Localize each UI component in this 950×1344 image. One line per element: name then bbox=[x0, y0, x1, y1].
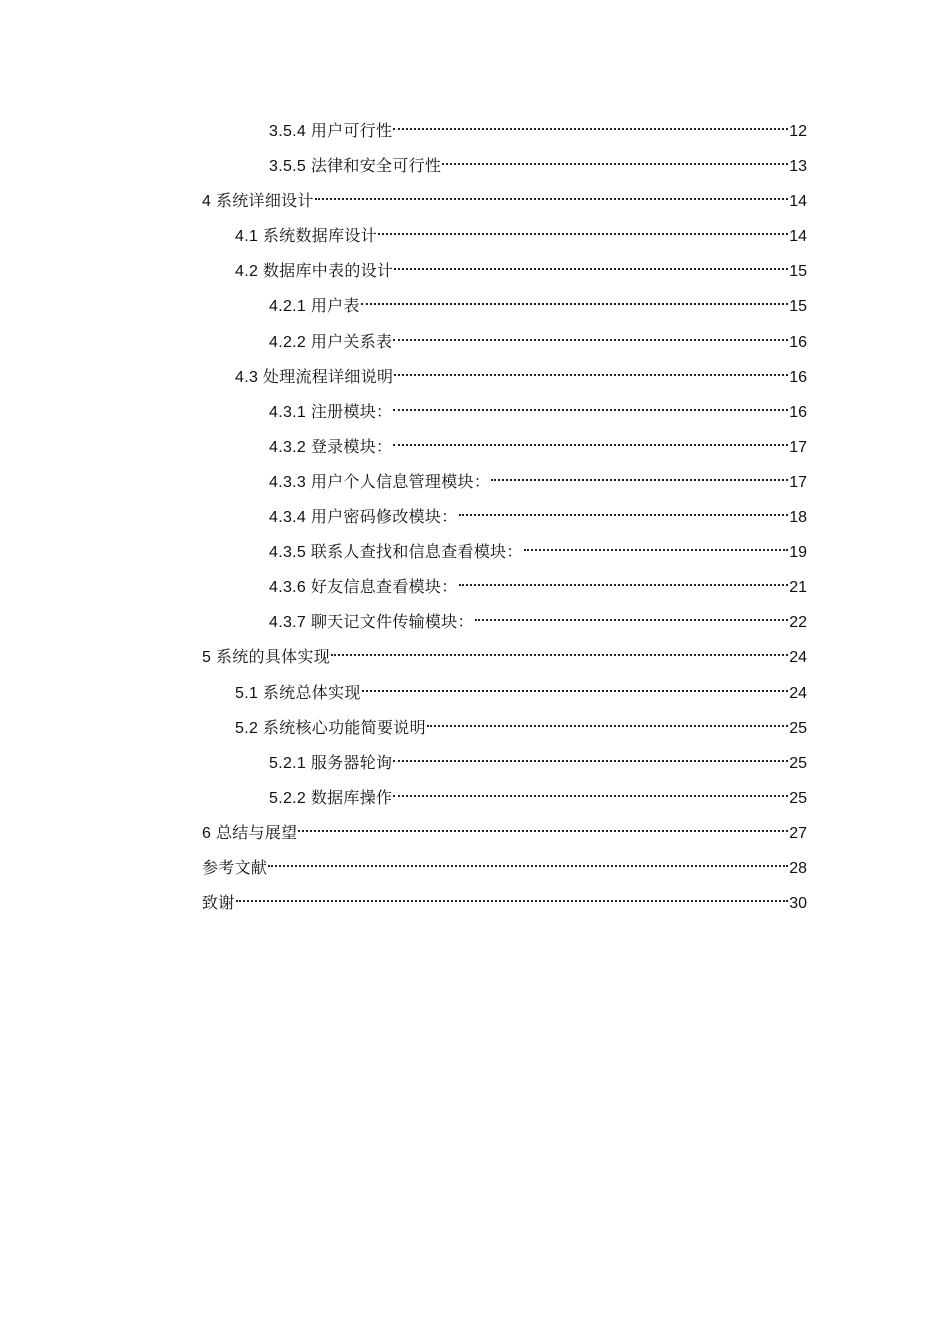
toc-dot-leader bbox=[331, 654, 788, 656]
toc-dot-leader bbox=[393, 409, 788, 411]
toc-entry-page-number: 18 bbox=[789, 509, 807, 527]
toc-entry-label: 5 系统的具体实现 bbox=[202, 649, 331, 667]
toc-entry-page-number: 17 bbox=[789, 438, 807, 456]
toc-entry-label: 参考文献 bbox=[202, 859, 268, 877]
toc-dot-leader bbox=[394, 268, 788, 270]
toc-dot-leader bbox=[393, 760, 788, 762]
toc-entry-label: 致谢 bbox=[202, 895, 235, 913]
toc-entry-page-number: 27 bbox=[789, 824, 807, 842]
table-of-contents bbox=[202, 114, 807, 921]
toc-entry[interactable] bbox=[202, 360, 807, 395]
toc-entry-page-number: 21 bbox=[789, 579, 807, 597]
toc-entry-page-number: 25 bbox=[789, 789, 807, 807]
toc-entry[interactable] bbox=[202, 219, 807, 254]
toc-entry[interactable] bbox=[202, 430, 807, 465]
toc-entry-page-number: 15 bbox=[789, 298, 807, 316]
toc-entry-label: 6 总结与展望 bbox=[202, 824, 298, 842]
toc-entry[interactable] bbox=[202, 114, 807, 149]
toc-entry[interactable] bbox=[202, 465, 807, 500]
toc-entry-label: 4.3.7 聊天记文件传输模块： bbox=[269, 614, 474, 632]
toc-entry-label: 4.3.6 好友信息查看模块： bbox=[269, 579, 458, 597]
toc-entry-label: 3.5.4 用户可行性 bbox=[269, 123, 393, 140]
toc-entry-page-number: 19 bbox=[789, 544, 807, 562]
toc-dot-leader bbox=[315, 198, 788, 200]
toc-entry-label: 4.1 系统数据库设计 bbox=[235, 228, 377, 246]
toc-dot-leader bbox=[378, 233, 788, 235]
toc-dot-leader bbox=[393, 339, 788, 341]
toc-entry[interactable] bbox=[202, 711, 807, 746]
toc-entry[interactable] bbox=[202, 851, 807, 886]
toc-entry[interactable] bbox=[202, 676, 807, 711]
toc-entry-label: 4.2 数据库中表的设计 bbox=[235, 263, 394, 281]
toc-entry-label: 4.3 处理流程详细说明 bbox=[235, 368, 394, 386]
toc-dot-leader bbox=[393, 795, 788, 797]
toc-entry-label: 5.2 系统核心功能简要说明 bbox=[235, 719, 426, 737]
toc-dot-leader bbox=[427, 725, 788, 727]
toc-entry-page-number: 12 bbox=[789, 123, 807, 140]
toc-dot-leader bbox=[361, 303, 788, 305]
toc-entry-label: 4.3.5 联系人查找和信息查看模块： bbox=[269, 544, 523, 562]
toc-entry-label: 4 系统详细设计 bbox=[202, 193, 314, 211]
toc-entry[interactable] bbox=[202, 149, 807, 184]
toc-entry-page-number: 28 bbox=[789, 859, 807, 877]
toc-entry[interactable] bbox=[202, 570, 807, 605]
toc-entry-label: 5.2.1 服务器轮询 bbox=[269, 754, 393, 772]
toc-dot-leader bbox=[491, 479, 788, 481]
toc-entry-label: 5.1 系统总体实现 bbox=[235, 684, 361, 702]
toc-entry-label: 5.2.2 数据库操作 bbox=[269, 789, 393, 807]
toc-entry-page-number: 14 bbox=[789, 193, 807, 211]
toc-entry-label: 4.2.2 用户关系表 bbox=[269, 333, 393, 351]
toc-dot-leader bbox=[393, 128, 788, 130]
toc-entry-page-number: 30 bbox=[789, 895, 807, 913]
toc-dot-leader bbox=[268, 865, 788, 867]
toc-entry[interactable] bbox=[202, 500, 807, 535]
toc-entry-label: 4.3.1 注册模块： bbox=[269, 403, 393, 421]
toc-entry-page-number: 24 bbox=[789, 684, 807, 702]
toc-entry[interactable] bbox=[202, 886, 807, 921]
toc-dot-leader bbox=[524, 549, 788, 551]
toc-entry-page-number: 16 bbox=[789, 333, 807, 351]
toc-dot-leader bbox=[459, 514, 789, 516]
toc-entry-label: 4.3.3 用户个人信息管理模块： bbox=[269, 473, 491, 491]
toc-entry[interactable] bbox=[202, 535, 807, 570]
toc-entry-label: 4.3.4 用户密码修改模块： bbox=[269, 509, 458, 527]
toc-entry[interactable] bbox=[202, 640, 807, 675]
toc-dot-leader bbox=[394, 374, 788, 376]
toc-dot-leader bbox=[442, 163, 788, 165]
toc-entry-page-number: 16 bbox=[789, 403, 807, 421]
toc-entry-page-number: 13 bbox=[789, 158, 807, 176]
toc-entry[interactable] bbox=[202, 184, 807, 219]
toc-entry[interactable] bbox=[202, 395, 807, 430]
toc-dot-leader bbox=[298, 830, 788, 832]
toc-entry-page-number: 24 bbox=[789, 649, 807, 667]
toc-entry-page-number: 16 bbox=[789, 368, 807, 386]
toc-entry-page-number: 22 bbox=[789, 614, 807, 632]
toc-entry-page-number: 25 bbox=[789, 754, 807, 772]
toc-dot-leader bbox=[459, 584, 789, 586]
toc-entry-page-number: 15 bbox=[789, 263, 807, 281]
toc-dot-leader bbox=[393, 444, 788, 446]
toc-entry-page-number: 14 bbox=[789, 228, 807, 246]
toc-entry[interactable] bbox=[202, 781, 807, 816]
toc-entry-page-number: 25 bbox=[789, 719, 807, 737]
toc-entry-label: 4.3.2 登录模块： bbox=[269, 438, 393, 456]
toc-entry[interactable] bbox=[202, 816, 807, 851]
toc-entry[interactable] bbox=[202, 746, 807, 781]
toc-entry[interactable] bbox=[202, 289, 807, 324]
toc-entry-page-number: 17 bbox=[789, 473, 807, 491]
toc-entry[interactable] bbox=[202, 254, 807, 289]
toc-dot-leader bbox=[236, 900, 789, 902]
toc-entry[interactable] bbox=[202, 605, 807, 640]
toc-entry-label: 4.2.1 用户表 bbox=[269, 298, 360, 316]
toc-dot-leader bbox=[362, 690, 789, 692]
toc-entry-label: 3.5.5 法律和安全可行性 bbox=[269, 158, 442, 176]
toc-dot-leader bbox=[475, 619, 788, 621]
toc-entry[interactable] bbox=[202, 325, 807, 360]
